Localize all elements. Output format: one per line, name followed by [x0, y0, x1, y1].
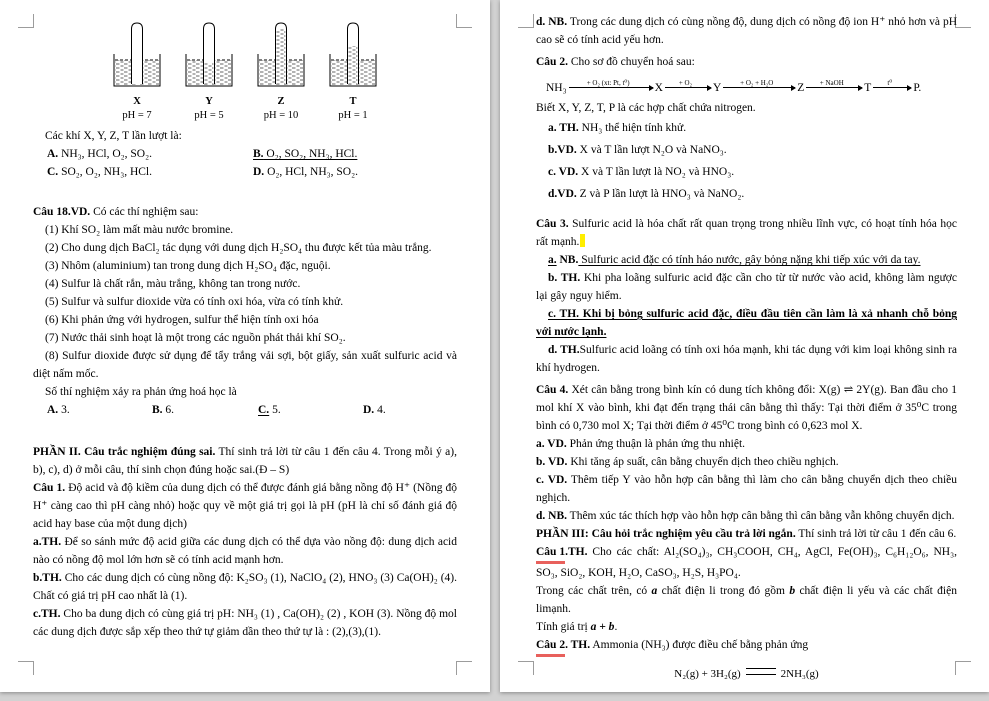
margin-mark	[456, 661, 472, 675]
q18-question: Số thí nghiệm xảy ra phản ứng hoá học là	[45, 386, 237, 398]
part2-q1-d: d. NB. Trong các dung dịch có cùng nồng độ, dung dịch có nồng độ ion H⁺ nhỏ hơn và pH cao sẽ có tính acid yếu hơn.	[536, 16, 957, 46]
margin-mark	[18, 14, 34, 28]
test-tube-diagram	[180, 19, 238, 89]
reaction-scheme: NH₃ + O₂ (xt: Pt, t⁰) X + O₂ Y + O₂ + H₂O Z + NaOH T t⁰ P.	[536, 74, 957, 97]
tube-ph-value: pH = 1	[338, 110, 368, 121]
part2-q1: Câu 1. Độ acid và độ kiềm của dung dịch có thể được đánh giá bằng nồng độ H⁺ (Nồng độ H⁺ càng cao thì pH càng nhỏ) hoặc quy về một giá trị gọi là pH (pH là chỉ số đánh giá độ acid hay base của một dung dịch)	[33, 482, 458, 530]
q18-heading: Câu 18.VD. Có các thí nghiệm sau:	[33, 206, 199, 218]
test-tube-diagram	[324, 19, 382, 89]
tube-ph-value: pH = 10	[263, 110, 299, 121]
part3-q1-line3: Tính giá trị a + b.	[536, 621, 618, 633]
q18-item: (1) Khí SO₂ làm mất màu nước bromine.	[45, 224, 234, 236]
q3-a: a. NB. Sulfuric acid đặc có tính háo nước, gây bỏng nặng khi tiếp xúc với da tay.	[548, 254, 921, 266]
document-page-1[interactable]	[0, 0, 490, 692]
margin-mark	[18, 661, 34, 675]
option-d: D. 4.	[363, 404, 386, 416]
margin-mark	[955, 14, 971, 28]
q18-item: (5) Sulfur và sulfur dioxide vừa có tính oxi hóa, vừa có tính khử.	[45, 296, 344, 308]
q3-d: d. TH.Sulfuric acid loãng có tính oxi hóa mạnh, khi tác dụng với kim loại không sinh ra khí hydrogen.	[536, 344, 957, 374]
part2-q1-b: b.TH. Cho các dung dịch có cùng nồng độ: K₂SO₃ (1), NaClO₄ (2), HNO₃ (3) Ca(OH)₂ (4). Chất có giá trị pH cao nhất là (1).	[33, 572, 457, 602]
tube-setup-z	[252, 19, 310, 123]
tube-ph-value: pH = 7	[122, 110, 152, 121]
q2-c: c. VD. X và T lần lượt là NO₂ và HNO₃.	[548, 166, 735, 178]
q4-heading: Câu 4. Xét cân bằng trong bình kín có dung tích không đổi: X(g) ⇌ 2Y(g). Ban đầu cho 1 mol khí X vào bình, khi đạt đến trạng thái cân bằng thì thấy: Tại thời điểm ở 35⁰C trong bình có 0,730 mol X; Tại thời điểm ở 45⁰C trong bình có 0,623 mol X.	[536, 384, 958, 432]
tube-label: T	[349, 96, 357, 107]
reaction-arrow: t⁰	[873, 74, 911, 88]
tube-setup-y	[180, 19, 238, 123]
q18-item: (2) Cho dung dịch BaCl₂ tác dụng với dung dịch H₂SO₄ thu được kết tủa màu trắng.	[45, 242, 432, 254]
q18-item: (6) Khi phản ứng với hydrogen, sulfur thể hiện tính oxi hóa	[45, 314, 319, 326]
text-cursor-highlight[interactable]	[580, 234, 585, 247]
q3-c-emphasized: c. TH. Khi bị bỏng sulfuric acid đặc, điều đầu tiên cần làm là xả nhanh chỗ bỏng với nước lạnh.	[536, 308, 957, 338]
q18-options	[33, 401, 457, 419]
annotated-label: Câu 1	[536, 543, 565, 564]
reaction-arrow: + O₂ (xt: Pt, t⁰)	[569, 74, 653, 88]
q2-a: a. TH. NH₃ thể hiện tính khử.	[548, 122, 687, 134]
part3-q1-line2: Trong các chất trên, có a chất điện li trong đó gồm b chất điện li yếu và các chất điện limạnh.	[536, 585, 957, 615]
margin-mark	[955, 661, 971, 675]
q3-heading: Câu 3. Sulfuric acid là hóa chất rất quan trọng trong nhiều lĩnh vực, có hoạt tính hóa học rất mạnh.	[536, 218, 957, 248]
reaction-arrow: + O₂ + H₂O	[723, 74, 795, 88]
q3-b: b. TH. Khi pha loãng sulfuric acid đặc cần cho từ từ nước vào acid, không làm ngược lại gây nguy hiểm.	[536, 272, 957, 302]
q18-item: (8) Sulfur dioxide được sử dụng để tẩy trắng vải sợi, bột giấy, sản xuất sulfuric acid và diệt nấm mốc.	[33, 350, 457, 380]
part2-q1-c: c.TH. Cho ba dung dịch có cùng giá trị pH: NH₃ (1) , Ca(OH)₂ (2) , KOH (3). Nồng độ mol các dung dịch được sắp xếp theo thứ tự giảm dần theo thứ tự là : (2),(3),(1).	[33, 608, 457, 638]
reaction-arrow: + NaOH	[806, 74, 862, 88]
q2-b: b.VD. X và T lần lượt N₂O và NaNO₃.	[548, 144, 727, 156]
option-d: D. O₂, HCl, NH₃, SO₂.	[253, 166, 359, 178]
part3-q1: Câu 1.TH. Cho các chất: Al₂(SO₄)₃, CH₃COOH, CH₄, AgCl, Fe(OH)₃, C₆H₁₂O₆, NH₃, SO₃, SiO₂, KOH, H₂O, CaSO₃, H₂S, H₃PO₄.	[536, 543, 957, 582]
part2-heading: PHẦN II. Câu trắc nghiệm đúng sai. Thí sinh trả lời từ câu 1 đến câu 4. Trong mỗi ý a), b), c), d) ở mỗi câu, thí sinh chọn đúng hoặc sai.(Đ – S)	[33, 446, 457, 476]
tube-label: Y	[205, 96, 213, 107]
q4-d: d. NB. Thêm xúc tác thích hợp vào hỗn hợp cân bằng thì cân bằng vẫn không chuyển dịch.	[536, 510, 955, 522]
part2-q1-a: a.TH. Để so sánh mức độ acid giữa các dung dịch có thể dựa vào nồng độ: dung dịch acid nào có nồng độ mol lớn hơn sẽ có tính acid mạnh hơn.	[33, 536, 457, 566]
reaction-arrow: + O₂	[665, 74, 711, 88]
equilibrium-arrow	[746, 668, 776, 675]
document-page-2[interactable]	[500, 0, 989, 692]
q2-d: d.VD. Z và P lần lượt là HNO₃ và NaNO₂.	[548, 188, 745, 200]
q4-b: b. VD. Khi tăng áp suất, cân bằng chuyển dịch theo chiều nghịch.	[536, 456, 839, 468]
option-c: C. SO₂, O₂, NH₃, HCl.	[47, 166, 153, 178]
test-tube-diagram	[252, 19, 310, 89]
part3-q2: Câu 2. TH. Ammonia (NH₃) được điều chế bằng phản ứng	[536, 636, 957, 657]
margin-mark	[456, 14, 472, 28]
q4-a: a. VD. Phản ứng thuận là phản ứng thu nhiệt.	[536, 438, 746, 450]
q18-item: (3) Nhôm (aluminium) tan trong dung dịch H₂SO₄ đặc, nguội.	[45, 260, 331, 272]
option-a: A. NH₃, HCl, O₂, SO₂.	[47, 148, 153, 160]
annotated-label: Câu 2	[536, 636, 565, 657]
q18-item: (4) Sulfur là chất rắn, màu trắng, không tan trong nước.	[45, 278, 301, 290]
q17-options	[33, 145, 457, 181]
option-a: A. 3.	[47, 404, 70, 416]
tube-setup-x	[108, 19, 166, 123]
option-b-correct: B. O₂, SO₂, NH₃, HCl.	[253, 148, 358, 160]
q2-heading: Câu 2. Cho sơ đồ chuyển hoá sau:	[536, 56, 695, 68]
q4-c: c. VD. Thêm tiếp Y vào hỗn hợp cân bằng thì làm cho cân bằng chuyển dịch theo chiều nghịch.	[536, 474, 957, 504]
option-b: B. 6.	[152, 404, 175, 416]
margin-mark	[518, 14, 534, 28]
ammonia-equation: N₂(g) + 3H₂(g) 2NH₃(g)	[674, 668, 819, 680]
tube-label: Z	[277, 96, 285, 107]
test-tube-diagram	[108, 19, 166, 89]
ph-experiment-figure	[33, 19, 457, 123]
option-c-correct: C. 5.	[258, 404, 281, 416]
tube-ph-value: pH = 5	[194, 110, 224, 121]
part3-heading: PHẦN III: Câu hỏi trắc nghiệm yêu cầu trả lời ngắn. Thí sinh trả lời từ câu 1 đến câu 6.	[536, 528, 957, 540]
q2-note: Biết X, Y, Z, T, P là các hợp chất chứa nitrogen.	[536, 102, 756, 114]
tube-setup-t	[324, 19, 382, 123]
tube-label: X	[133, 96, 141, 107]
margin-mark	[518, 661, 534, 675]
q17-intro: Các khí X, Y, Z, T lần lượt là:	[45, 130, 182, 142]
q18-item: (7) Nước thải sinh hoạt là một trong các nguồn phát thải khí SO₂.	[45, 332, 346, 344]
